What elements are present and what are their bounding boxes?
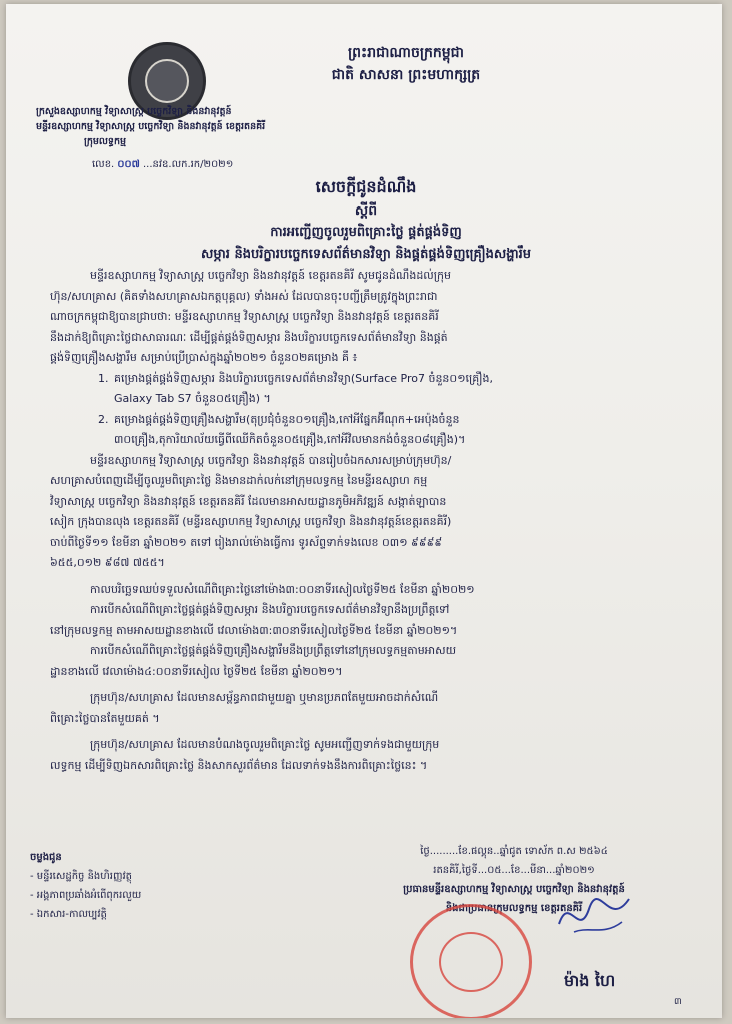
para4-line: ការបើកសំណើពិគ្រោះថ្លៃផ្គត់ផ្គង់ទិញសម្ភារ និងបរិក្ខារបច្ចេកទេសព័ត៌មានវិទ្យានឹងប្រព្រឹត្តទៅ — [90, 603, 450, 616]
distribution-item: - មន្ទីរសេដ្ឋកិច្ច និងហិរញ្ញវត្ថុ — [30, 871, 133, 882]
national-header — [276, 42, 536, 86]
distribution-item: - អង្គភាពប្រឆាំងអំពើពុករលួយ — [30, 890, 142, 901]
ministry-line-3: ក្រុមលទ្ធកម្ម — [84, 136, 127, 147]
distribution-item: - ឯកសារ-កាលប្បវត្តិ — [30, 909, 107, 920]
para2-line: វិទ្យាសាស្ត្រ បច្ចេកវិទ្យា និងនវានុវត្តន៍ ខេត្តរតនគិរី ដែលមានអាសយដ្ឋានភូមិអភិវឌ្ឍន៍ សង្កាត់ឡាបាន — [50, 494, 447, 508]
para6-line: ពិគ្រោះថ្លៃបានតែមួយគត់ ។ — [50, 711, 160, 725]
para2-line: មន្ទីរឧស្សាហកម្ម វិទ្យាសាស្ត្រ បច្ចេកវិទ្យា និងនវានុវត្តន៍ បានរៀបចំឯកសារសម្រាប់ក្រុមហ៊ុន/ — [90, 453, 452, 467]
distribution-label: ចម្លងជូន — [30, 852, 62, 863]
ministry-line-1: ក្រសួងឧស្សាហកម្ម វិទ្យាសាស្ត្រ បច្ចេកវិទ្យា និងនវានុវត្តន៍ — [36, 106, 232, 117]
intro-line: នឹងដាក់ឱ្យពិគ្រោះថ្លៃជាសាធារណៈ ដើម្បីផ្គត់ផ្គង់ទិញសម្ភារ និងបរិក្ខារបច្ចេកទេសព័ត៌មានវិទ្យា និងផ្គត់ — [50, 330, 448, 344]
title-subject-1: ការអញ្ជើញចូលរួមពិគ្រោះថ្លៃ ផ្គត់ផ្គង់ទិញ — [270, 225, 462, 240]
seal-emblem — [145, 59, 189, 103]
para6-line: ក្រុមហ៊ុន/សហគ្រាស ដែលមានសម្ព័ន្ធភាពជាមួយគ្នា ឬមានប្រភពតែមួយអាចដាក់សំណើ — [90, 691, 439, 704]
list-bullet-1: 1. — [98, 371, 109, 385]
ministry-line-2: មន្ទីរឧស្សាហកម្ម វិទ្យាសាស្ត្រ បច្ចេកវិទ្យា និងនវានុវត្តន៍ ខេត្តរតនគិរី — [36, 121, 266, 132]
page-number: ៣ — [674, 997, 682, 1007]
signer-name: ម៉ាង ហៃ — [564, 971, 616, 990]
para4-line: នៅក្រុមលទ្ធកម្ម តាមអាសយដ្ឋានខាងលើ វេលាម៉ោង៣:៣០នាទីរសៀលថ្ងៃទី២៥ ខែមីនា ឆ្នាំ២០២១។ — [50, 623, 458, 637]
kingdom-name: ព្រះរាជាណាចក្រកម្ពុជា — [347, 45, 464, 61]
handwritten-signature — [554, 884, 634, 944]
signatory-title-2: និងជាប្រធានក្រុមលទ្ធកម្ម ខេត្តរតនគិរី — [445, 903, 583, 914]
para2-line: សហគ្រាសបំពេញដើម្បីចូលរួមពិគ្រោះថ្លៃ និងមានដាក់លក់នៅក្រុមលទ្ធកម្ម នៃមន្ទីរឧស្សាហ កម្ម — [50, 474, 428, 487]
para5-line: ការបើកសំណើពិគ្រោះថ្លៃផ្គត់ផ្គង់ទិញគ្រឿងសង្ហារឹមនឹងប្រព្រឹត្តទៅនៅក្រុមលទ្ធកម្មតាមអាសយ — [90, 644, 457, 657]
date-and-signatory — [324, 842, 704, 918]
intro-line: ផ្គង់ទិញគ្រឿងសង្ហារឹម សម្រាប់ប្រើប្រាស់ក្នុងឆ្នាំ២០២១ ចំនួន០២គម្រោង គឺ ៖ — [50, 351, 358, 364]
reference-number — [92, 157, 233, 172]
reference-handwritten-number: ០០៧ — [117, 159, 140, 170]
list-item-1-text: គម្រោងផ្គត់ផ្គង់ទិញសម្ភារ និងបរិក្ខារបច្ចេកទេសព័ត៌មានវិទ្យា(Surface Pro7 ចំនួន០១គ្រឿង, — [114, 371, 494, 385]
document-page — [6, 4, 722, 1018]
para7-line: លទ្ធកម្ម ដើម្បីទិញឯកសារពិគ្រោះថ្លៃ និងសាកសួរព័ត៌មាន ដែលទាក់ទងនឹងការពិគ្រោះថ្លៃនេះ ។ — [50, 758, 428, 772]
list-item-1-cont: Galaxy Tab S7 ចំនួន០៥គ្រឿង) ។ — [114, 392, 271, 405]
list-bullet-2: 2. — [98, 412, 109, 426]
solar-date: រតនគិរី,ថ្ងៃទី...០៥...ខែ...មីនា...ឆ្នាំ២០២១ — [433, 865, 595, 876]
distribution-list — [30, 848, 250, 924]
document-body — [50, 266, 690, 776]
title-subject-2: សម្ភារ និងបរិក្ខារបច្ចេកទេសព័ត៌មានវិទ្យា និងផ្គត់ផ្គង់ទិញគ្រឿងសង្ហារឹម — [201, 247, 531, 262]
official-red-stamp — [410, 904, 532, 1018]
para2-line: ៦៥៥,០១២ ៩៨៧ ៧៥៥។ — [50, 556, 165, 569]
para3-deadline: កាលបរិច្ឆេទឈប់ទទួលសំណើពិគ្រោះថ្លៃនៅម៉ោង៣:០០នាទីរសៀលថ្ងៃទី២៥ ខែមីនា ឆ្នាំ២០២១ — [90, 582, 475, 596]
ministry-block — [36, 104, 336, 149]
reference-suffix: ...នវឧ.លក.រក/២០២១ — [142, 159, 234, 170]
para5-line: ដ្ឋានខាងលើ វេលាម៉ោង៤:០០នាទីរសៀល ថ្ងៃទី២៥ ខែមីនា ឆ្នាំ២០២១។ — [50, 664, 343, 678]
signatory-title-1: ប្រធានមន្ទីរឧស្សាហកម្ម វិទ្យាសាស្ត្រ បច្ចេកវិទ្យា និងនវានុវត្តន៍ — [403, 884, 625, 895]
list-item-2 — [50, 410, 690, 431]
stamp-emblem — [439, 932, 503, 992]
national-motto: ជាតិ សាសនា ព្រះមហាក្សត្រ — [331, 67, 481, 83]
reference-prefix: លេខ. — [92, 159, 115, 170]
intro-line: ណាចក្រកម្ពុជាឱ្យបានជ្រាបថា: មន្ទីរឧស្សាហកម្ម វិទ្យាសាស្ត្រ បច្ចេកវិទ្យា និងនវានុវត្តន៍ ខេត្តរតនគិរី — [50, 310, 439, 323]
para2-line: ចាប់ពីថ្ងៃទី១១ ខែមីនា ឆ្នាំ២០២១ តទៅ រៀងរាល់ម៉ោងធ្វើការ ទូរស័ព្ទទាក់ទងលេខ ០៣១ ៩៩៩៩ — [50, 535, 443, 549]
para7-line: ក្រុមហ៊ុន/សហគ្រាស ដែលមានបំណងចូលរួមពិគ្រោះថ្លៃ សូមអញ្ជើញទាក់ទងជាមួយក្រុម — [90, 738, 440, 751]
list-item-2-text: គម្រោងផ្គត់ផ្គង់ទិញគ្រឿងសង្ហារឹម(តុប្រជុំចំនួន០១គ្រឿង,កៅអីផ្នែកអ៊ីណុក+អេប៉ុងចំនួន — [114, 412, 460, 426]
para2-line: សៀក ក្រុងបានលុង ខេត្តរតនគិរី (មន្ទីរឧស្សាហកម្ម វិទ្យាសាស្ត្រ បច្ចេកវិទ្យា និងនវានុវត្តន៍ខេត្តរតនគិរី) — [50, 515, 452, 528]
title-notice: សេចក្តីជូនដំណឹង — [315, 177, 417, 196]
list-item-1 — [50, 369, 690, 390]
document-title — [86, 174, 646, 266]
title-regarding: ស្តីពី — [354, 203, 378, 219]
lunar-date: ថ្ងៃ.........ខែ.ផល្គុន..ឆ្នាំជូត ទោស័ក ព.ស ២៥៦៤ — [420, 846, 608, 857]
list-item-2-cont: ៣០គ្រឿង,តុការិយាល័យធ្វើពីឈើកិតចំនួន០៥គ្រឿង,កៅអីវិលមានកង់ចំនួន០៨គ្រឿង)។ — [114, 433, 466, 446]
intro-line: មន្ទីរឧស្សាហកម្ម វិទ្យាសាស្ត្រ បច្ចេកវិទ្យា និងនវានុវត្តន៍ ខេត្តរតនគិរី សូមជូនដំណឹងដល់ក្រុម — [90, 269, 452, 282]
intro-line: ហ៊ុន/សហគ្រាស (គិតទាំងសហគ្រាសឯកត្តបុគ្គល) ទាំងអស់ ដែលបានចុះបញ្ជីត្រឹមត្រូវក្នុងព្រះរាជា — [50, 289, 438, 303]
